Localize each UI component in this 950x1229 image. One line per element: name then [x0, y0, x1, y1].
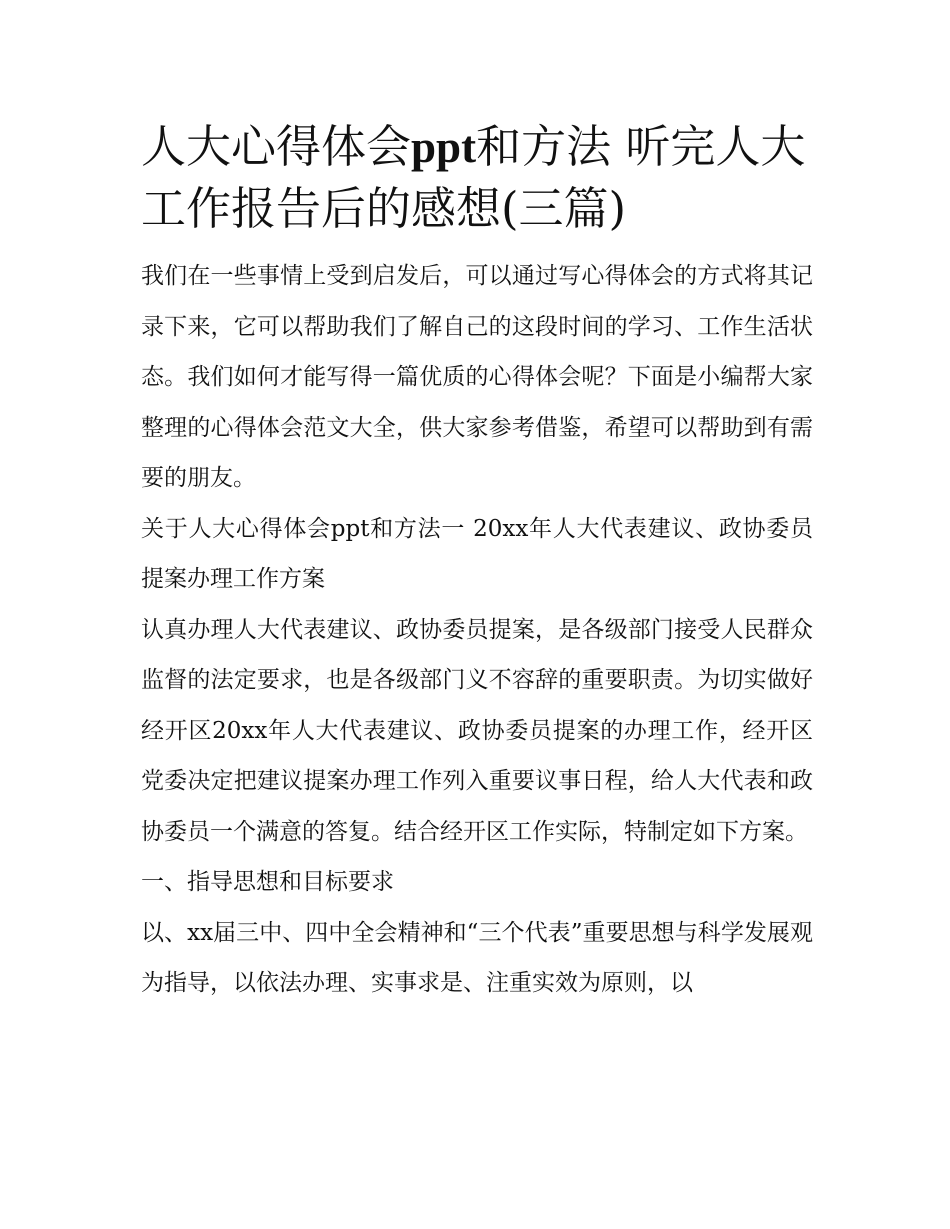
- section-heading-1: 关于人大心得体会ppt和方法一 20xx年人大代表建议、政协委员提案办理工作方案: [141, 515, 813, 592]
- section-heading-guiding-ideology: 一、指导思想和目标要求: [141, 869, 394, 895]
- intro-paragraph: 我们在一些事情上受到启发后，可以通过写心得体会的方式将其记录下来，它可以帮助我们了解自己的这段时间的学习、工作生活状态。我们如何才能写得一篇优质的心得体会呢？下面是小编帮大家整理的心得体会范文大全，供大家参考借鉴，希望可以帮助到有需要的朋友。: [141, 263, 813, 491]
- document-body: [141, 116, 813, 1009]
- document-title: [141, 116, 813, 239]
- body-paragraph-1: 认真办理人大代表建议、政协委员提案，是各级部门接受人民群众监督的法定要求，也是各级部门义不容辞的重要职责。为切实做好经开区20xx年人大代表建议、政协委员提案的办理工作，经开区党委决定把建议提案办理工作列入重要议事日程，给人大代表和政协委员一个满意的答复。结合经开区工作实际，特制定如下方案。: [141, 616, 813, 845]
- body-paragraph-2: 以、xx届三中、四中全会精神和“三个代表”重要思想与科学发展观为指导，以依法办理、实事求是、注重实效为原则，以: [141, 919, 813, 996]
- title-part-2: ppt: [411, 122, 477, 172]
- title-part-3: 和方法 听完人大工作报告后的感想(三篇): [141, 120, 806, 235]
- title-part-1: 人大心得体会: [141, 120, 412, 173]
